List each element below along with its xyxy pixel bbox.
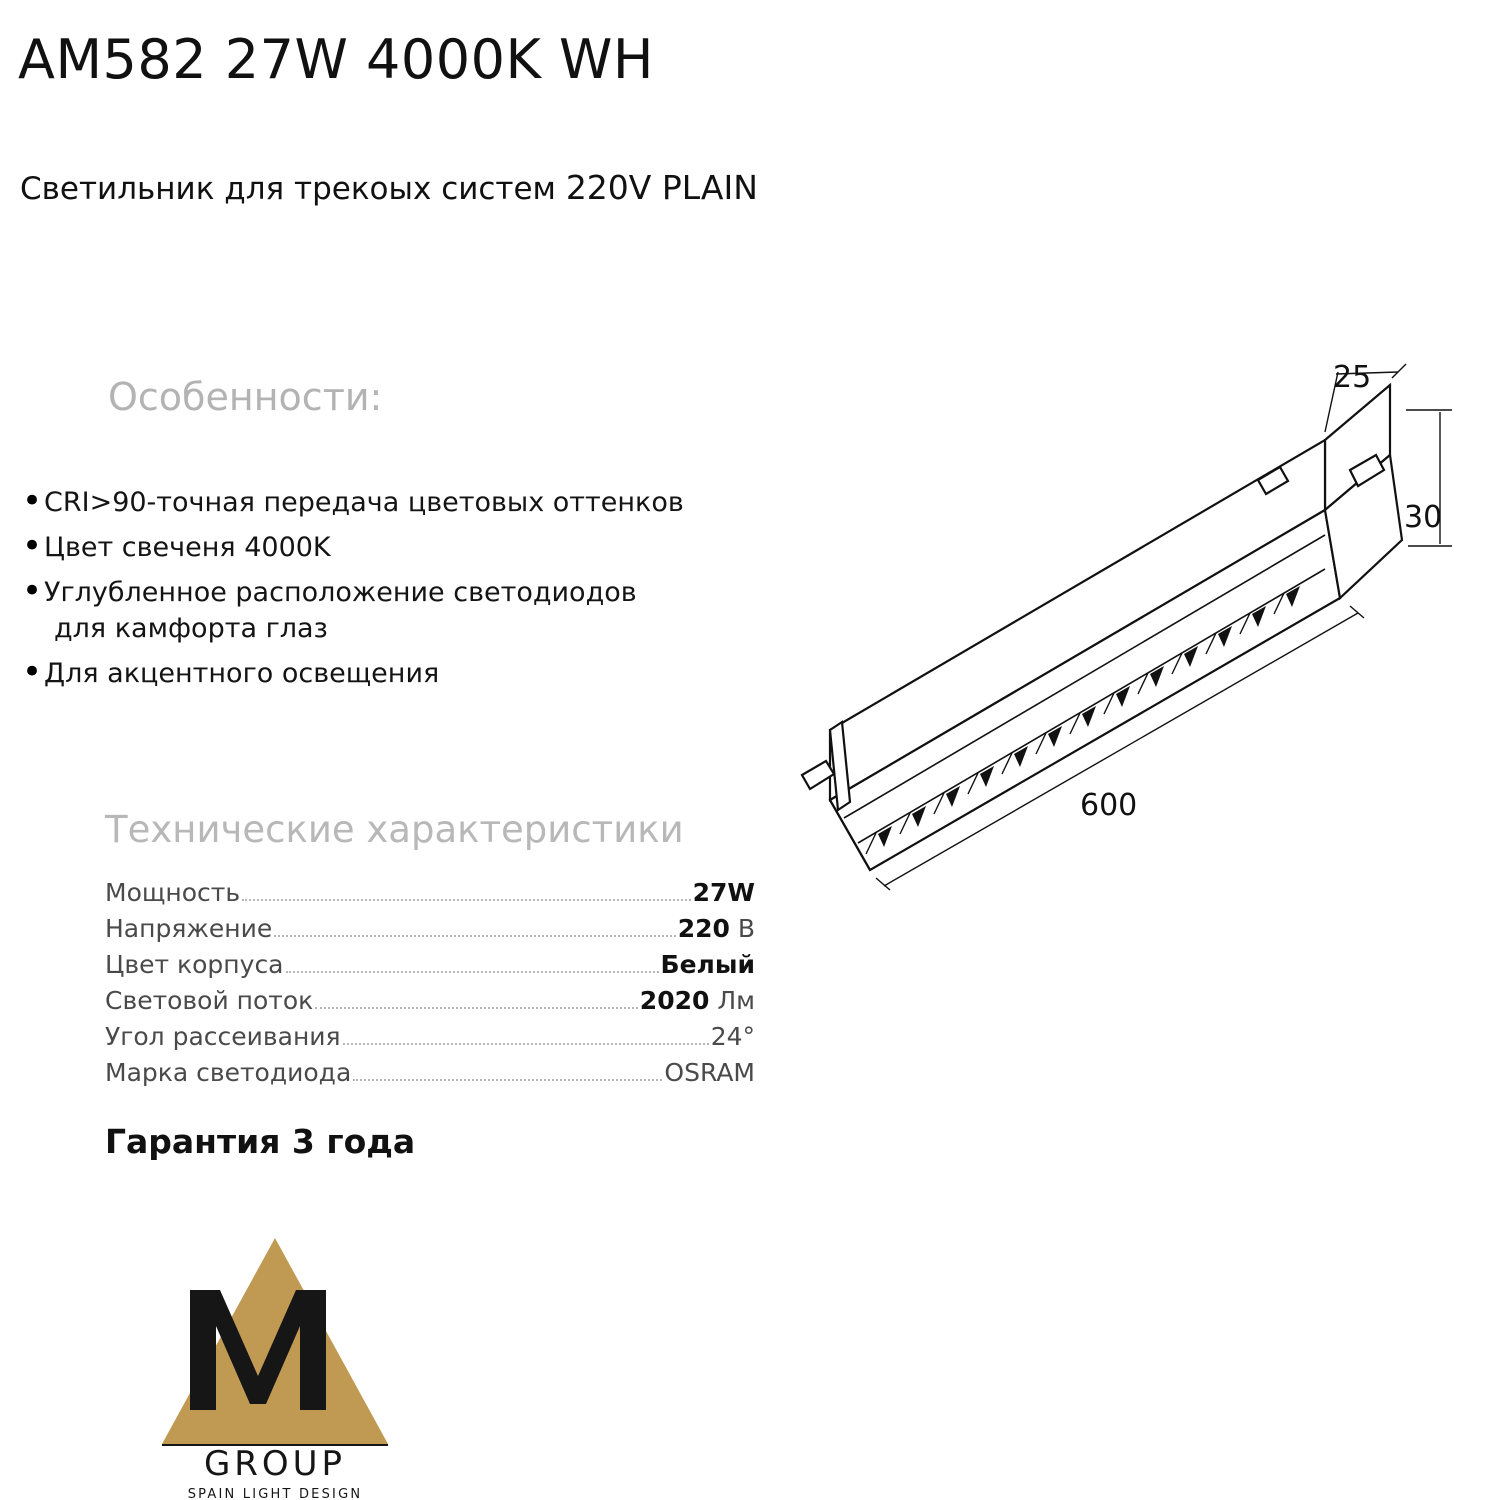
specs-heading: Технические характеристики [105,808,684,851]
spec-label: Угол рассеивания [105,1022,341,1051]
table-row [105,1058,755,1087]
dimension-length-label: 600 [1080,788,1138,823]
spec-label: Световой поток [105,986,314,1015]
table-row [105,950,755,979]
bullet-icon: • [22,570,43,611]
features-heading: Особенности: [108,375,383,419]
spec-value [678,914,755,943]
dimension-depth-label: 25 [1333,360,1372,395]
spec-value-rest: В [729,914,755,943]
bullet-icon: • [22,651,43,692]
list-item-line2: для камфорта глаз [54,612,328,644]
bullet-icon: • [22,481,43,521]
leader-dots [286,970,659,973]
table-row [105,986,755,1015]
spec-value [693,878,755,907]
subtitle-strong: 220V PLAIN [565,168,758,207]
leader-dots [353,1078,662,1081]
list-item-label [44,575,762,647]
list-item-label: CRI>90-точная передача цветовых оттенков [44,487,684,518]
spec-value-rest: 24° [710,1022,755,1051]
subtitle-prefix: Светильник для трекоых систем [20,171,566,207]
spec-value-rest: OSRAM [664,1058,755,1087]
brand-logo [150,1230,400,1500]
list-item [22,525,762,566]
list-item [22,481,762,521]
spec-value-rest: Лм [709,986,755,1015]
table-row [105,878,755,907]
logo-name-text: GROUP [203,1444,347,1484]
warranty-text: Гарантия 3 года [105,1122,416,1161]
list-item [22,651,762,692]
list-item-label: Цвет свеченя 4000K [44,531,331,563]
features-list [22,481,762,701]
spec-label: Мощность [105,878,241,907]
list-item-line1: Углубленное расположение светодиодов [44,576,637,608]
logo-tagline-text: SPAIN LIGHT DESIGN [187,1487,363,1500]
dimension-height-label: 30 [1404,500,1443,535]
page-subtitle [20,168,758,207]
specs-table [105,878,755,1094]
spec-value-strong: 27W [692,878,755,907]
list-item-label: Для акцентного освещения [44,657,440,689]
bullet-icon: • [22,525,43,566]
spec-label: Напряжение [105,914,273,943]
page-title: AM582 27W 4000K WH [18,28,655,91]
spec-value-strong: 220 [677,914,730,943]
leader-dots [274,934,675,937]
leader-dots [343,1042,709,1045]
spec-value-strong: Белый [660,950,755,979]
spec-value [664,1058,755,1087]
spec-value [661,950,755,979]
spec-label: Марка светодиода [105,1058,352,1087]
leader-dots [242,898,691,901]
leader-dots [315,1006,638,1009]
list-item [22,570,762,647]
table-row [105,914,755,943]
spec-value [640,986,755,1015]
spec-label: Цвет корпуса [105,950,284,979]
spec-value-strong: 2020 [639,986,710,1015]
spec-value [711,1022,755,1051]
table-row [105,1022,755,1051]
